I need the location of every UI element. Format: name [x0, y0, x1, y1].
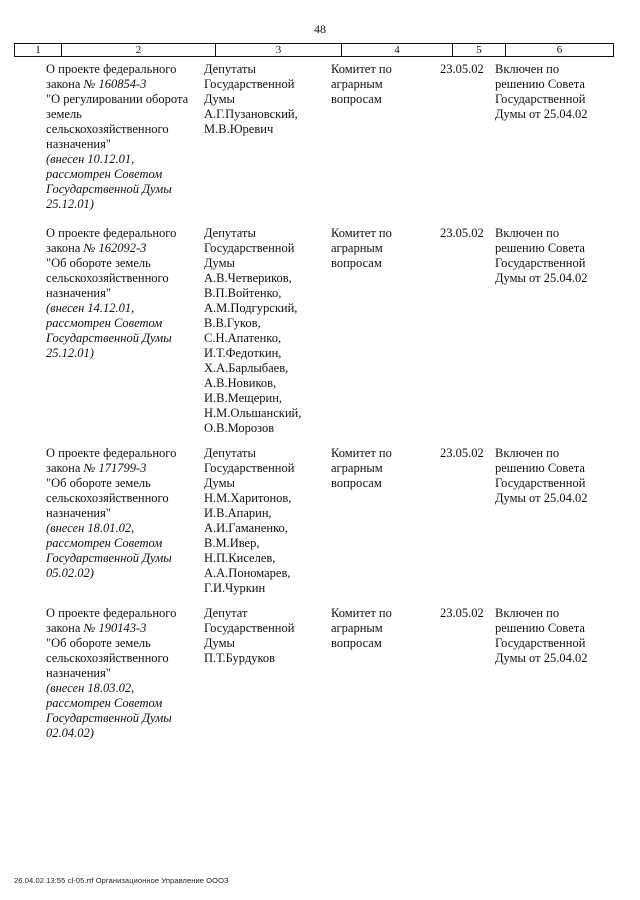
bill-status: (внесен 18.03.02, рассмотрен Советом Государственной Думы 02.04.02)	[46, 681, 172, 740]
page-number: 48	[314, 22, 326, 36]
column-number-6: 6	[505, 44, 613, 56]
bill-number: № 162092-3	[83, 241, 147, 255]
bill-decision: Включен по решению Совета Государственной Думы от 25.04.02	[495, 446, 588, 505]
bill-committee: Комитет по аграрным вопросам	[331, 606, 392, 650]
bill-title: О проекте федерального закона	[46, 606, 177, 635]
bill-name: "Об обороте земель сельскохозяйственного назначения"	[46, 476, 169, 520]
bill-committee: Комитет по аграрным вопросам	[331, 62, 392, 106]
bill-status: (внесен 14.12.01, рассмотрен Советом Государственной Думы 25.12.01)	[46, 301, 172, 360]
bill-date: 23.05.02	[440, 606, 484, 620]
bill-number: № 160854-3	[83, 77, 147, 91]
bill-authors: Депутаты Государственной Думы А.Г.Пузановский, М.В.Юревич	[204, 62, 298, 136]
bill-committee: Комитет по аграрным вопросам	[331, 446, 392, 490]
bill-description	[46, 606, 196, 741]
bill-authors: Депутаты Государственной Думы Н.М.Харитонов, И.В.Апарин, А.И.Гаманенко, В.М.Ивер, Н.П.Киселев, А.А.Пономарев, Г.И.Чуркин	[204, 446, 295, 595]
column-number-2: 2	[61, 44, 215, 56]
column-number-3: 3	[215, 44, 341, 56]
bill-name: "О регулировании оборота земель сельскохозяйственного назначения"	[46, 92, 189, 151]
bill-number: № 171799-3	[83, 461, 147, 475]
bill-name: "Об обороте земель сельскохозяйственного назначения"	[46, 636, 169, 680]
bill-decision: Включен по решению Совета Государственной Думы от 25.04.02	[495, 62, 588, 121]
print-footer: 26.04.02 13:55 cl-05.rtf Организационное Управление ОООЗ	[14, 876, 229, 885]
column-number-5: 5	[452, 44, 505, 56]
bill-authors: Депутаты Государственной Думы А.В.Четвериков, В.П.Войтенко, А.М.Подгурский, В.В.Гуков, С.Н.Апатенко, И.Т.Федоткин, Х.А.Барлыбаев, А.В.Новиков, И.В.Мещерин, Н.М.Ольшанский, О.В.Морозов	[204, 226, 302, 435]
bill-title: О проекте федерального закона	[46, 446, 177, 475]
bill-committee: Комитет по аграрным вопросам	[331, 226, 392, 270]
bill-decision: Включен по решению Совета Государственной Думы от 25.04.02	[495, 606, 588, 665]
bill-number: № 190143-3	[83, 621, 147, 635]
bill-status: (внесен 18.01.02, рассмотрен Советом Государственной Думы 05.02.02)	[46, 521, 172, 580]
column-number-1: 1	[35, 44, 41, 56]
bill-description	[46, 62, 196, 212]
bill-date: 23.05.02	[440, 226, 484, 240]
column-number-4: 4	[341, 44, 452, 56]
bill-date: 23.05.02	[440, 446, 484, 460]
bill-description	[46, 226, 196, 361]
bill-status: (внесен 10.12.01, рассмотрен Советом Государственной Думы 25.12.01)	[46, 152, 172, 211]
bill-decision: Включен по решению Совета Государственной Думы от 25.04.02	[495, 226, 588, 285]
bill-name: "Об обороте земель сельскохозяйственного назначения"	[46, 256, 169, 300]
bill-title: О проекте федерального закона	[46, 62, 177, 91]
bill-description	[46, 446, 196, 581]
column-number-header	[14, 43, 614, 57]
bill-authors: Депутат Государственной Думы П.Т.Бурдуков	[204, 606, 295, 665]
bill-date: 23.05.02	[440, 62, 484, 76]
bill-title: О проекте федерального закона	[46, 226, 177, 255]
